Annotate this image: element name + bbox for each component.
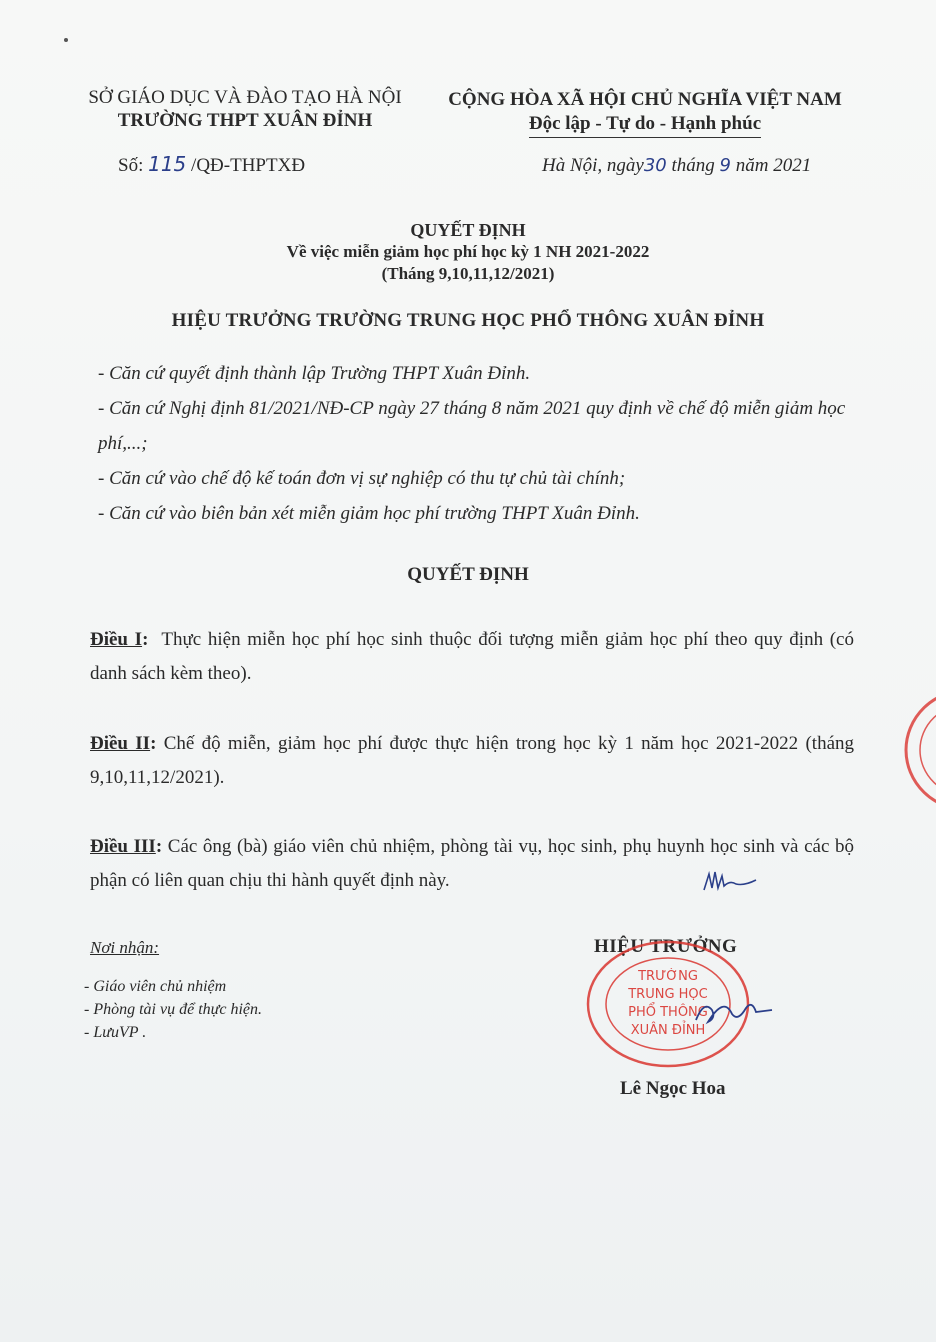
issuing-organization	[80, 86, 410, 132]
month-label: tháng	[671, 155, 715, 176]
decision-title	[0, 219, 936, 285]
article-label: Điều II	[90, 733, 151, 754]
signer-title: HIỆU TRƯỞNG	[594, 936, 738, 957]
partial-seal-stamp	[896, 686, 936, 816]
year-part: năm 2021	[735, 155, 812, 176]
handwritten-initials	[700, 866, 760, 896]
recipient-item: - LưuVP .	[84, 1024, 147, 1041]
seal-line: XUÂN ĐỈNH	[630, 1023, 706, 1038]
article-3: Điều III: Các ông (bà) giáo viên chủ nhiệm, phòng tài vụ, học sinh, phụ huynh học sinh và các bộ phận có liên quan chịu thi hành quyết định này.	[90, 836, 855, 891]
seal-line: TRUNG HỌC	[628, 987, 708, 1002]
basis-item: - Căn cứ vào biên bản xét miễn giảm học phí trường THPT Xuân Đỉnh.	[98, 503, 640, 524]
legal-basis	[98, 356, 878, 531]
article-label: Điều III	[90, 836, 156, 857]
handwritten-month: 9	[719, 155, 731, 176]
article-2: Điều II: Chế độ miễn, giảm học phí được thực hiện trong học kỳ 1 năm học 2021-2022 (tháng 9,10,11,12/2021).	[90, 733, 854, 788]
article-text: Thực hiện miễn học phí học sinh thuộc đối tượng miễn giảm học phí theo quy định (có danh sách kèm theo).	[90, 629, 854, 684]
article-label: Điều I	[90, 629, 143, 650]
nation-name: CỘNG HÒA XÃ HỘI CHỦ NGHĨA VIỆT NAM	[448, 89, 842, 110]
article-text: Các ông (bà) giáo viên chủ nhiệm, phòng tài vụ, học sinh, phụ huynh học sinh và các bộ phận có liên quan chịu thi hành quyết định này.	[90, 836, 855, 891]
signature-mark	[694, 990, 774, 1030]
recipient-item: - Giáo viên chủ nhiệm	[84, 978, 227, 995]
issue-date	[542, 155, 811, 177]
national-motto: Độc lập - Tự do - Hạnh phúc	[529, 112, 761, 138]
org-department: SỞ GIÁO DỤC VÀ ĐÀO TẠO HÀ NỘI	[88, 87, 402, 108]
recipients-list	[84, 975, 262, 1044]
decision-heading: QUYẾT ĐỊNH	[407, 564, 529, 585]
number-prefix: Số:	[118, 155, 144, 176]
authority-line: HIỆU TRƯỞNG TRƯỜNG TRUNG HỌC PHỔ THÔNG XUÂN ĐỈNH	[171, 310, 765, 331]
seal-line: PHỔ THÔNG	[628, 1005, 708, 1020]
title-heading: QUYẾT ĐỊNH	[410, 220, 526, 240]
seal-line: TRƯỜNG	[638, 969, 698, 984]
document-number	[118, 152, 305, 177]
signer-name: Lê Ngọc Hoa	[620, 1078, 726, 1099]
article-1: Điều I: Thực hiện miễn học phí học sinh thuộc đối tượng miễn giảm học phí theo quy định (có danh sách kèm theo).	[90, 629, 854, 684]
title-subject: Về việc miễn giảm học phí học kỳ 1 NH 2021-2022	[286, 242, 650, 261]
handwritten-number: 115	[148, 152, 187, 176]
national-header	[440, 88, 850, 138]
article-text: Chế độ miễn, giảm học phí được thực hiện trong học kỳ 1 năm học 2021-2022 (tháng 9,10,11,12/2021).	[90, 733, 854, 788]
recipients-title: Nơi nhận:	[90, 938, 160, 957]
number-suffix: /QĐ-THPTXĐ	[191, 155, 306, 176]
date-prefix: Hà Nội, ngày	[542, 155, 644, 176]
basis-item: - Căn cứ vào chế độ kế toán đơn vị sự nghiệp có thu tự chủ tài chính;	[98, 468, 626, 489]
basis-item: - Căn cứ quyết định thành lập Trường THPT Xuân Đỉnh.	[98, 363, 531, 384]
recipient-item: - Phòng tài vụ để thực hiện.	[84, 1001, 263, 1018]
basis-item: - Căn cứ Nghị định 81/2021/NĐ-CP ngày 27 tháng 8 năm 2021 quy định về chế độ miễn giảm học phí,...;	[98, 398, 846, 454]
handwritten-day: 30	[643, 155, 667, 176]
scan-speck	[64, 38, 68, 42]
title-period: (Tháng 9,10,11,12/2021)	[381, 264, 555, 283]
org-school: TRƯỜNG THPT XUÂN ĐỈNH	[117, 110, 373, 131]
